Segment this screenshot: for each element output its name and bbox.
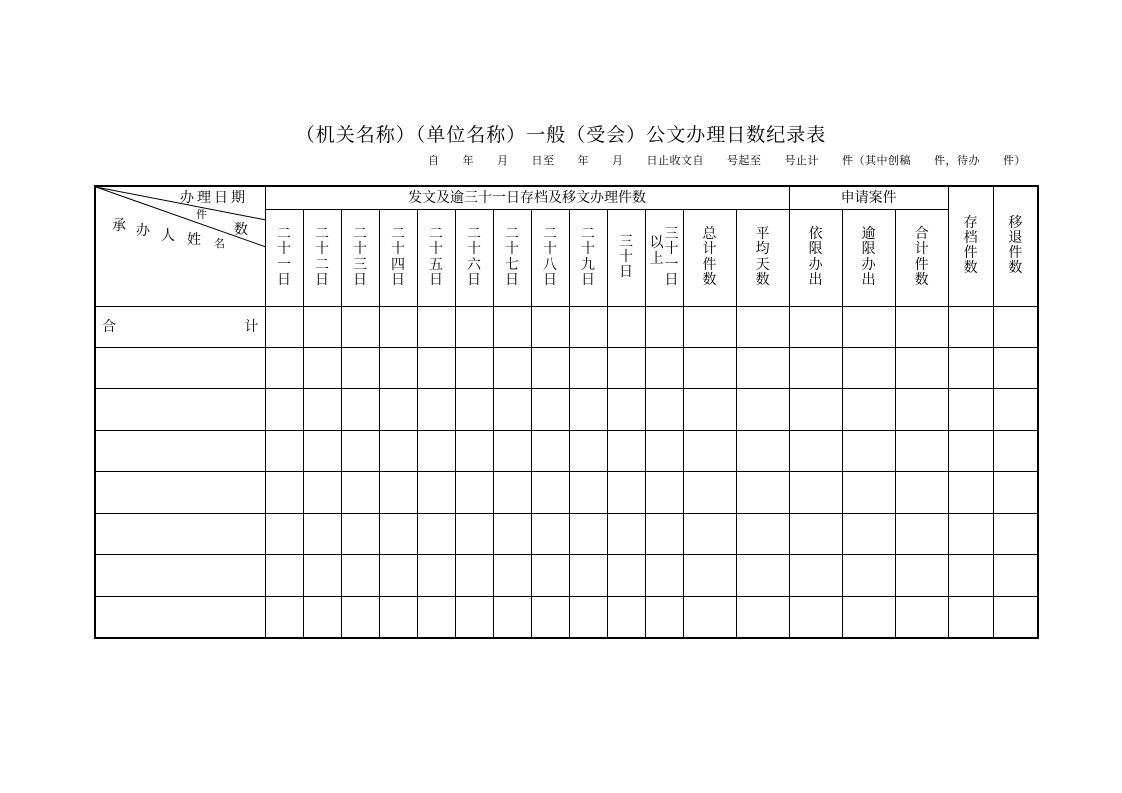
total-row bbox=[95, 306, 1038, 347]
data-cell[interactable] bbox=[645, 430, 683, 472]
table-row bbox=[95, 347, 1038, 389]
data-cell[interactable] bbox=[895, 389, 948, 431]
data-cell[interactable] bbox=[683, 513, 736, 555]
table-row bbox=[95, 430, 1038, 472]
group-header-right: 申请案件 bbox=[789, 186, 948, 209]
data-cell[interactable] bbox=[993, 555, 1038, 597]
col-transfer-count: 移 退 件 数 bbox=[993, 186, 1038, 306]
data-cell[interactable] bbox=[993, 347, 1038, 389]
col-day-28: 二 十 八 日 bbox=[531, 209, 569, 306]
data-cell[interactable] bbox=[341, 430, 379, 472]
data-cell[interactable] bbox=[842, 347, 895, 389]
data-cell[interactable] bbox=[493, 597, 531, 639]
data-cell[interactable] bbox=[417, 472, 455, 514]
data-cell[interactable] bbox=[417, 597, 455, 639]
data-cell[interactable] bbox=[993, 389, 1038, 431]
data-cell[interactable] bbox=[379, 430, 417, 472]
corner-person-4: 姓 bbox=[187, 232, 201, 249]
data-cell[interactable] bbox=[993, 430, 1038, 472]
data-cell[interactable] bbox=[993, 597, 1038, 639]
data-cell[interactable] bbox=[683, 430, 736, 472]
data-cell[interactable] bbox=[736, 555, 789, 597]
total-cell[interactable] bbox=[455, 306, 493, 347]
col-day-26: 二 十 六 日 bbox=[455, 209, 493, 306]
data-cell[interactable] bbox=[789, 389, 842, 431]
data-cell[interactable] bbox=[948, 597, 993, 639]
data-cell[interactable] bbox=[455, 555, 493, 597]
table-row bbox=[95, 555, 1038, 597]
data-cell[interactable] bbox=[341, 472, 379, 514]
data-cell[interactable] bbox=[842, 389, 895, 431]
col-day-22: 二 十 二 日 bbox=[303, 209, 341, 306]
total-cell[interactable] bbox=[569, 306, 607, 347]
col-average-days: 平 均 天 数 bbox=[736, 209, 789, 306]
col-day-27: 二 十 七 日 bbox=[493, 209, 531, 306]
data-cell[interactable] bbox=[379, 347, 417, 389]
data-cell[interactable] bbox=[736, 430, 789, 472]
total-cell[interactable] bbox=[265, 306, 303, 347]
data-cell[interactable] bbox=[455, 430, 493, 472]
data-cell[interactable] bbox=[948, 472, 993, 514]
col-day-24: 二 十 四 日 bbox=[379, 209, 417, 306]
data-cell[interactable] bbox=[303, 389, 341, 431]
total-cell[interactable] bbox=[842, 306, 895, 347]
table-row bbox=[95, 472, 1038, 514]
data-cell[interactable] bbox=[789, 472, 842, 514]
data-cell[interactable] bbox=[895, 597, 948, 639]
data-cell[interactable] bbox=[993, 472, 1038, 514]
total-cell[interactable] bbox=[895, 306, 948, 347]
data-cell[interactable] bbox=[607, 555, 645, 597]
data-cell[interactable] bbox=[303, 597, 341, 639]
data-cell[interactable] bbox=[265, 472, 303, 514]
data-cell[interactable] bbox=[303, 472, 341, 514]
table-row bbox=[95, 389, 1038, 431]
person-name-cell[interactable] bbox=[95, 513, 265, 555]
group-header-left: 发文及逾三十一日存档及移文办理件数 bbox=[265, 186, 789, 209]
total-cell[interactable] bbox=[303, 306, 341, 347]
data-cell[interactable] bbox=[531, 430, 569, 472]
total-cell[interactable] bbox=[948, 306, 993, 347]
data-cell[interactable] bbox=[683, 347, 736, 389]
total-cell[interactable] bbox=[789, 306, 842, 347]
col-overdue: 逾 限 办 出 bbox=[842, 209, 895, 306]
data-cell[interactable] bbox=[265, 513, 303, 555]
total-cell[interactable] bbox=[683, 306, 736, 347]
col-day-25: 二 十 五 日 bbox=[417, 209, 455, 306]
person-name-cell[interactable] bbox=[95, 472, 265, 514]
total-row-label: 合 计 bbox=[95, 306, 265, 347]
data-cell[interactable] bbox=[789, 597, 842, 639]
total-cell[interactable] bbox=[993, 306, 1038, 347]
data-cell[interactable] bbox=[455, 597, 493, 639]
data-cell[interactable] bbox=[736, 389, 789, 431]
data-cell[interactable] bbox=[842, 555, 895, 597]
data-cell[interactable] bbox=[607, 347, 645, 389]
col-day-29: 二 十 九 日 bbox=[569, 209, 607, 306]
table-row bbox=[95, 597, 1038, 639]
col-on-time: 依 限 办 出 bbox=[789, 209, 842, 306]
data-cell[interactable] bbox=[303, 430, 341, 472]
data-cell[interactable] bbox=[493, 347, 531, 389]
total-cell[interactable] bbox=[607, 306, 645, 347]
col-total-count: 总 计 件 数 bbox=[683, 209, 736, 306]
data-cell[interactable] bbox=[789, 555, 842, 597]
total-cell[interactable] bbox=[645, 306, 683, 347]
corner-person-5: 名 bbox=[214, 237, 225, 251]
data-cell[interactable] bbox=[341, 597, 379, 639]
corner-header-cell bbox=[95, 186, 265, 306]
data-cell[interactable] bbox=[455, 513, 493, 555]
table-row bbox=[95, 513, 1038, 555]
data-cell[interactable] bbox=[645, 513, 683, 555]
data-cell[interactable] bbox=[265, 555, 303, 597]
data-cell[interactable] bbox=[493, 389, 531, 431]
data-cell[interactable] bbox=[948, 430, 993, 472]
corner-person-3: 人 bbox=[161, 228, 175, 245]
data-cell[interactable] bbox=[265, 597, 303, 639]
data-cell[interactable] bbox=[341, 513, 379, 555]
data-cell[interactable] bbox=[645, 472, 683, 514]
col-day-21: 二 十 一 日 bbox=[265, 209, 303, 306]
data-cell[interactable] bbox=[569, 430, 607, 472]
person-name-cell[interactable] bbox=[95, 430, 265, 472]
data-cell[interactable] bbox=[569, 389, 607, 431]
data-cell[interactable] bbox=[948, 347, 993, 389]
total-cell[interactable] bbox=[417, 306, 455, 347]
data-cell[interactable] bbox=[569, 555, 607, 597]
record-table bbox=[94, 185, 1039, 639]
data-cell[interactable] bbox=[341, 389, 379, 431]
data-cell[interactable] bbox=[531, 472, 569, 514]
data-cell[interactable] bbox=[303, 555, 341, 597]
data-cell[interactable] bbox=[789, 347, 842, 389]
data-cell[interactable] bbox=[895, 347, 948, 389]
corner-person-1: 承 bbox=[112, 218, 126, 235]
data-cell[interactable] bbox=[736, 472, 789, 514]
data-cell[interactable] bbox=[569, 597, 607, 639]
corner-date-label: 办理日期 bbox=[180, 190, 248, 207]
data-cell[interactable] bbox=[789, 513, 842, 555]
data-cell[interactable] bbox=[645, 347, 683, 389]
data-cell[interactable] bbox=[379, 597, 417, 639]
data-cell[interactable] bbox=[455, 389, 493, 431]
data-cell[interactable] bbox=[645, 597, 683, 639]
data-cell[interactable] bbox=[895, 430, 948, 472]
data-cell[interactable] bbox=[265, 430, 303, 472]
total-cell[interactable] bbox=[531, 306, 569, 347]
data-cell[interactable] bbox=[493, 430, 531, 472]
col-day-31-plus: 以 上 三 十 一 日 bbox=[645, 209, 683, 306]
data-cell[interactable] bbox=[948, 555, 993, 597]
data-cell[interactable] bbox=[265, 389, 303, 431]
data-cell[interactable] bbox=[948, 389, 993, 431]
data-cell[interactable] bbox=[683, 555, 736, 597]
col-apply-total: 合 计 件 数 bbox=[895, 209, 948, 306]
data-cell[interactable] bbox=[842, 597, 895, 639]
data-cell[interactable] bbox=[842, 513, 895, 555]
data-cell[interactable] bbox=[607, 430, 645, 472]
data-cell[interactable] bbox=[379, 555, 417, 597]
data-cell[interactable] bbox=[531, 389, 569, 431]
total-cell[interactable] bbox=[341, 306, 379, 347]
data-cell[interactable] bbox=[417, 430, 455, 472]
data-cell[interactable] bbox=[736, 513, 789, 555]
data-cell[interactable] bbox=[417, 555, 455, 597]
data-cell[interactable] bbox=[895, 513, 948, 555]
data-cell[interactable] bbox=[842, 472, 895, 514]
data-cell[interactable] bbox=[455, 472, 493, 514]
data-cell[interactable] bbox=[303, 347, 341, 389]
data-cell[interactable] bbox=[683, 389, 736, 431]
data-cell[interactable] bbox=[948, 513, 993, 555]
data-cell[interactable] bbox=[303, 513, 341, 555]
total-cell[interactable] bbox=[379, 306, 417, 347]
corner-person-2: 办 bbox=[136, 223, 150, 240]
data-cell[interactable] bbox=[569, 513, 607, 555]
data-cell[interactable] bbox=[993, 513, 1038, 555]
data-cell[interactable] bbox=[341, 555, 379, 597]
data-cell[interactable] bbox=[895, 555, 948, 597]
col-day-30: 三 十 日 bbox=[607, 209, 645, 306]
data-cell[interactable] bbox=[895, 472, 948, 514]
data-cell[interactable] bbox=[493, 472, 531, 514]
data-cell[interactable] bbox=[493, 513, 531, 555]
data-cell[interactable] bbox=[531, 347, 569, 389]
data-cell[interactable] bbox=[341, 347, 379, 389]
data-cell[interactable] bbox=[417, 513, 455, 555]
data-cell[interactable] bbox=[531, 555, 569, 597]
data-cell[interactable] bbox=[736, 347, 789, 389]
data-cell[interactable] bbox=[607, 513, 645, 555]
total-cell[interactable] bbox=[493, 306, 531, 347]
data-cell[interactable] bbox=[683, 597, 736, 639]
data-cell[interactable] bbox=[493, 555, 531, 597]
data-cell[interactable] bbox=[607, 472, 645, 514]
data-cell[interactable] bbox=[683, 472, 736, 514]
person-name-cell[interactable] bbox=[95, 347, 265, 389]
corner-count-label-1: 件 bbox=[196, 208, 207, 222]
data-cell[interactable] bbox=[265, 347, 303, 389]
data-cell[interactable] bbox=[842, 430, 895, 472]
data-cell[interactable] bbox=[379, 389, 417, 431]
data-cell[interactable] bbox=[531, 597, 569, 639]
data-cell[interactable] bbox=[569, 472, 607, 514]
data-cell[interactable] bbox=[645, 389, 683, 431]
data-cell[interactable] bbox=[736, 597, 789, 639]
data-cell[interactable] bbox=[379, 472, 417, 514]
data-cell[interactable] bbox=[379, 513, 417, 555]
data-cell[interactable] bbox=[789, 430, 842, 472]
data-cell[interactable] bbox=[417, 347, 455, 389]
data-cell[interactable] bbox=[569, 347, 607, 389]
data-cell[interactable] bbox=[417, 389, 455, 431]
data-cell[interactable] bbox=[607, 389, 645, 431]
data-cell[interactable] bbox=[645, 555, 683, 597]
data-cell[interactable] bbox=[531, 513, 569, 555]
col-archive-count: 存 档 件 数 bbox=[948, 186, 993, 306]
person-name-cell[interactable] bbox=[95, 555, 265, 597]
data-cell[interactable] bbox=[455, 347, 493, 389]
col-day-23: 二 十 三 日 bbox=[341, 209, 379, 306]
total-cell[interactable] bbox=[736, 306, 789, 347]
data-cell[interactable] bbox=[607, 597, 645, 639]
person-name-cell[interactable] bbox=[95, 597, 265, 639]
date-range-line: 自 年 月 日至 年 月 日止收文自 号起至 号止计 件（其中创稿 件，待办 件） bbox=[428, 154, 1026, 167]
corner-count-label-2: 数 bbox=[234, 222, 248, 239]
person-name-cell[interactable] bbox=[95, 389, 265, 431]
form-title: （机关名称）（单位名称）一般（受会）公文办理日数纪录表 bbox=[295, 124, 827, 146]
